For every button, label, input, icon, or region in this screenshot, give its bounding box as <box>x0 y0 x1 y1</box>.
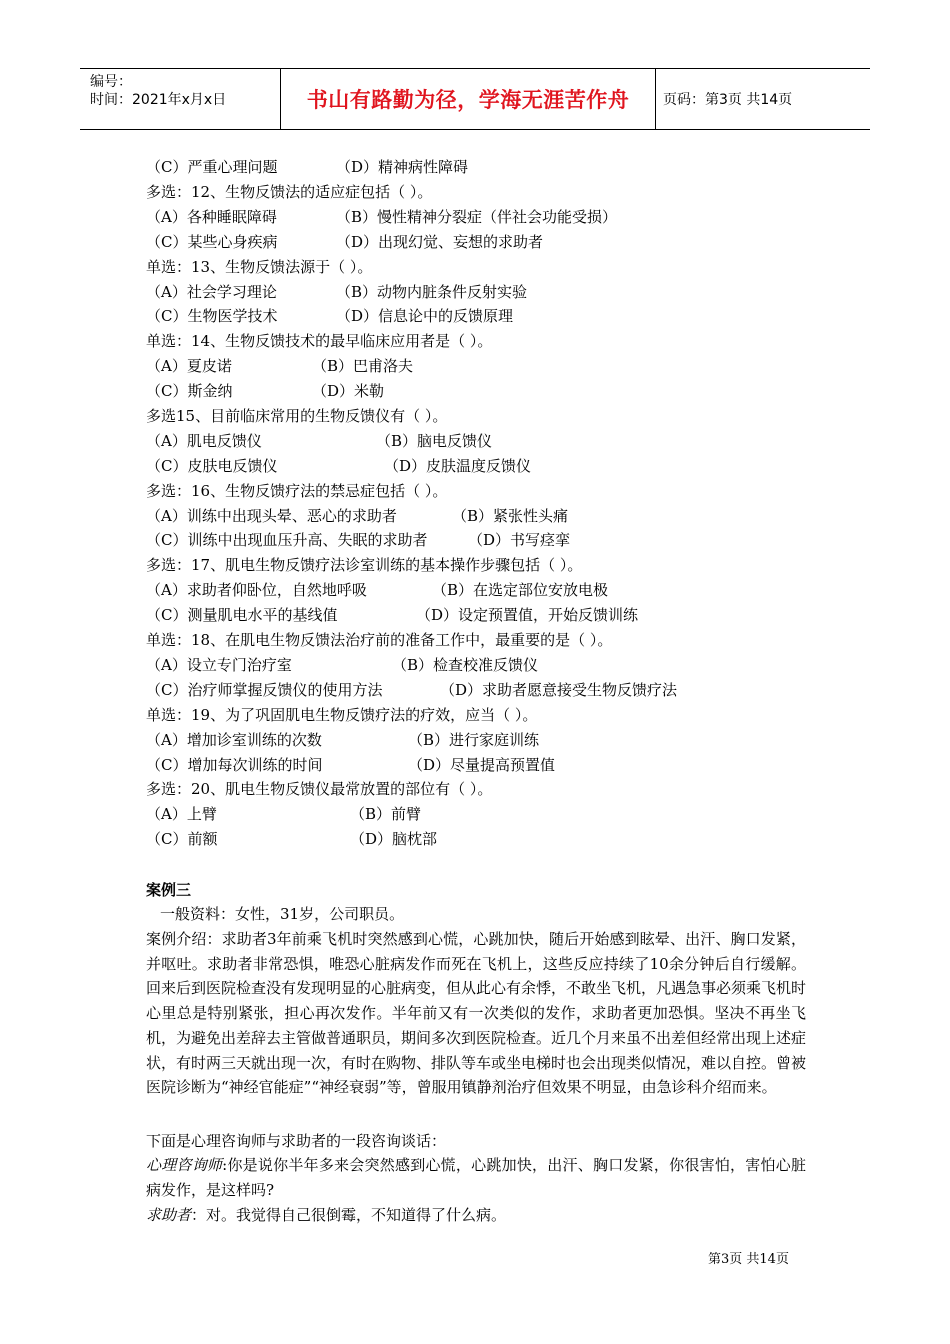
option-text: （B）慢性精神分裂症（伴社会功能受损） <box>336 208 618 226</box>
option-text: （B）巴甫洛夫 <box>312 357 414 375</box>
question-stem: 单选：14、生物反馈技术的最早临床应用者是（ ）。 <box>146 332 493 350</box>
option-text: （A）求助者仰卧位，自然地呼吸 <box>146 581 367 599</box>
option-text: （A）增加诊室训练的次数 <box>146 731 322 749</box>
option-text: （D）信息论中的反馈原理 <box>336 307 514 325</box>
option-text: （C）增加每次训练的时间 <box>146 756 323 774</box>
option-text: （D）脑枕部 <box>350 830 438 848</box>
header-motto-cell <box>280 69 656 129</box>
question-stem: 单选：19、为了巩固肌电生物反馈疗法的疗效，应当（ ）。 <box>146 706 538 724</box>
option-text: （B）紧张性头痛 <box>452 507 569 525</box>
option-text: （C）斯金纳 <box>146 382 233 400</box>
case-general-info: 一般资料：女性，31岁，公司职员。 <box>160 905 405 923</box>
option-text: （B）在选定部位安放电极 <box>432 581 609 599</box>
option-text: （C）某些心身疾病 <box>146 233 278 251</box>
option-text: （B）脑电反馈仪 <box>376 432 493 450</box>
question-stem: 单选：18、在肌电生物反馈法治疗前的准备工作中，最重要的是（ ）。 <box>146 631 613 649</box>
dialog-counselor-turn <box>146 1153 806 1202</box>
option-text: （D）出现幻觉、妄想的求助者 <box>336 233 544 251</box>
option-text: （C）生物医学技术 <box>146 307 278 325</box>
case-introduction: 案例介绍：求助者3年前乘飞机时突然感到心慌，心跳加快，随后开始感到眩晕、出汗、胸口发紧，并呕吐。求助者非常恐惧，唯恐心脏病发作而死在飞机上，这些反应持续了10余分钟后自行缓解。回来后到医院检查没有发现明显的心脏病变，但从此心有余悸，不敢坐飞机，凡遇急事必须乘飞机时心里总是特别紧张，担心再次发作。半年前又有一次类似的发作，求助者更加恐惧。坚决不再坐飞机，为避免出差辞去主管做普通职员，期间多次到医院检查。近几个月来虽不出差但经常出现上述症状，有时两三天就出现一次，有时在购物、排队等车或坐电梯时也会出现类似情况，难以自控。曾被医院诊断为“神经官能症”“神经衰弱”等，曾服用镇静剂治疗但效果不明显，由急诊科介绍而来。 <box>146 930 807 1097</box>
question-stem: 多选：16、生物反馈疗法的禁忌症包括（ ）。 <box>146 482 448 500</box>
option-text: （B）前臂 <box>350 805 422 823</box>
option-text: （D）米勒 <box>312 382 385 400</box>
option-text: （A）夏皮诺 <box>146 357 232 375</box>
case-title: 案例三 <box>146 881 192 899</box>
option-text: （D）书写痉挛 <box>468 531 571 549</box>
counselor-text: :你是说你半年多来会突然感到心慌，心跳加快，出汗、胸口发紧，你很害怕，害怕心脏病发作，是这样吗? <box>146 1156 806 1199</box>
counselor-label: 心理咨询师 <box>146 1156 223 1174</box>
option-text: （A）各种睡眠障碍 <box>146 208 277 226</box>
option-text: （B）进行家庭训练 <box>408 731 540 749</box>
question-stem: 多选15、目前临床常用的生物反馈仪有（ ）。 <box>146 407 448 425</box>
header-page-label: 页码：第3页 共14页 <box>663 92 793 108</box>
option-text: （A）社会学习理论 <box>146 283 277 301</box>
option-text: （C）严重心理问题 <box>146 158 278 176</box>
option-text: （B）动物内脏条件反射实验 <box>336 283 528 301</box>
option-text: （C）训练中出现血压升高、失眠的求助者 <box>146 531 428 549</box>
option-text: （A）上臂 <box>146 805 217 823</box>
header-left-cell <box>80 69 280 129</box>
question-stem: 多选：12、生物反馈法的适应症包括（ ）。 <box>146 183 433 201</box>
option-text: （A）肌电反馈仪 <box>146 432 262 450</box>
option-text: （A）训练中出现头晕、恶心的求助者 <box>146 507 397 525</box>
document-number-label: 编号： <box>90 74 132 90</box>
question-stem: 单选：13、生物反馈法源于（ ）。 <box>146 258 373 276</box>
header-motto: 书山有路勤为径，学海无涯苦作舟 <box>306 88 630 112</box>
document-date-label: 时间：2021年x月x日 <box>90 92 227 108</box>
question-stem: 多选：17、肌电生物反馈疗法诊室训练的基本操作步骤包括（ ）。 <box>146 556 583 574</box>
dialog-intro: 下面是心理咨询师与求助者的一段咨询谈话： <box>146 1132 447 1150</box>
option-text: （C）前额 <box>146 830 218 848</box>
header-page-cell <box>655 69 870 129</box>
option-text: （D）尽量提高预置值 <box>408 756 556 774</box>
option-text: （C）治疗师掌握反馈仪的使用方法 <box>146 681 383 699</box>
option-text: （C）皮肤电反馈仪 <box>146 457 278 475</box>
client-label: 求助者 <box>146 1206 192 1224</box>
option-text: （D）皮肤温度反馈仪 <box>384 457 532 475</box>
dialog-client-turn <box>146 1203 806 1228</box>
question-stem: 多选：20、肌电生物反馈仪最常放置的部位有（ ）。 <box>146 780 493 798</box>
option-text: （D）设定预置值，开始反馈训练 <box>416 606 639 624</box>
option-text: （C）测量肌电水平的基线值 <box>146 606 338 624</box>
option-text: （B）检查校准反馈仪 <box>392 656 539 674</box>
client-text: ：对。我觉得自己很倒霉，不知道得了什么病。 <box>191 1206 507 1224</box>
page-footer: 第3页 共14页 <box>708 1252 789 1267</box>
option-text: （A）设立专门治疗室 <box>146 656 292 674</box>
option-text: （D）精神病性障碍 <box>336 158 469 176</box>
option-text: （D）求助者愿意接受生物反馈疗法 <box>440 681 678 699</box>
page-header <box>80 68 870 130</box>
